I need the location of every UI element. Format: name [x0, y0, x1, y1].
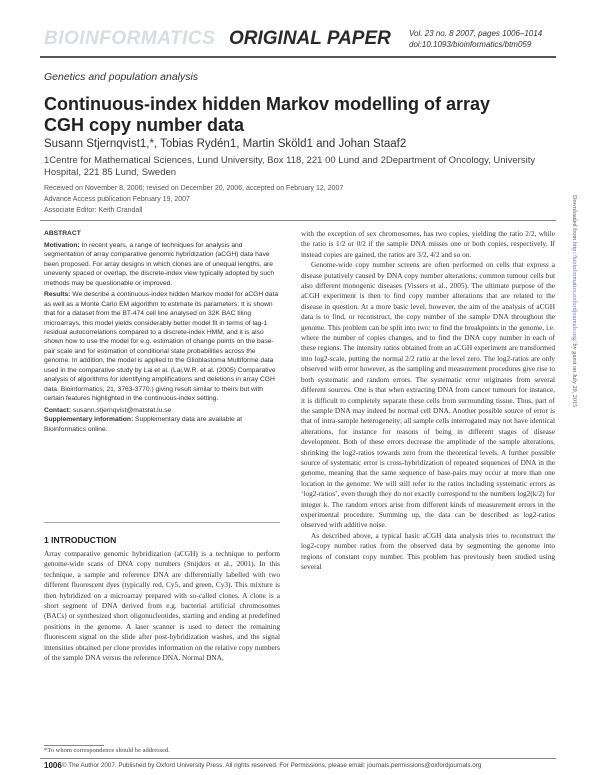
abstract-contact	[44, 406, 280, 415]
contact-label: Contact:	[44, 406, 72, 414]
supplementary-text: Supplementary data are available at Bioinformatics online.	[44, 416, 243, 433]
affiliations: 1Centre for Mathematical Sciences, Lund University, Box 118, 221 00 Lund and 2Department of Oncology, University Hospital, 221 85 Lund, Sweden	[44, 155, 536, 178]
download-suffix: by guest on July 29, 2015	[571, 342, 578, 408]
abstract-heading: ABSTRACT	[44, 230, 81, 237]
paper-title: Continuous-index hidden Markov modelling of array CGH copy number data	[44, 94, 491, 135]
contact-email[interactable]: susann.stjernqvist@matstat.lu.se	[72, 406, 172, 414]
introduction-text	[44, 549, 280, 663]
motivation-text: In recent years, a range of techniques for analysis and segmentation of array comparative genomic hybridization (aCGH) data have been proposed. For array designs in which clones are of unequal lengths, are unevenly spaced or overlap, the discrete-index view typically adopted by such methods may be questionable or improved.	[44, 241, 275, 287]
volume-pages: Vol. 23 no. 8 2007, pages 1006–1014	[409, 29, 543, 38]
doi: doi:10.1093/bioinformatics/btm059	[409, 40, 532, 49]
results-text: We describe a continuous-index hidden Markov model for aCGH data as well as a Monte Carlo EM algorithm to estimate its parameters. It is shown that for a dataset from the BT-474 cell line analysed on 32K BAC tiling microarrays, this model yields considerably better model fit in terms of lag-1 residual autocorrelations compared to a discrete-index HMM, and it is also shown how to use the model for e.g. estimation of change points on the base-pair scale and for estimation of conditional state probabilities across the genome. In addition, the model is applied to the Glioblastoma Multiforme data used in the comparative study by Lai et al. (Lai,W.R. et al. (2005) Comparative analysis of algorithms for identifying amplifications and deletions in array CGH data. Bioinformatics, 21, 3763-3770.) giving result similar to theirs but with certain features highlighted in the continuous-index setting.	[44, 291, 279, 402]
page-number: 1006	[44, 761, 62, 770]
journal-url-link[interactable]: http://bioinformatics.oxfordjournals.org/	[571, 241, 578, 342]
download-watermark	[571, 195, 578, 407]
advance-access: Advance Access publication February 19, 2007	[44, 196, 190, 203]
received-dates: Received on November 8, 2006; revised on December 20, 2006; accepted on February 12, 2007	[44, 185, 344, 192]
right-column-text	[301, 229, 555, 572]
supplementary-label: Supplementary information:	[44, 416, 134, 424]
header-rule	[40, 56, 556, 58]
associate-editor: Associate Editor: Keith Crandall	[44, 207, 143, 214]
subject-category: Genetics and population analysis	[44, 71, 199, 83]
volume-info	[409, 28, 542, 50]
abstract-rule	[44, 522, 280, 523]
abstract	[44, 229, 280, 437]
download-prefix: Downloaded from	[571, 195, 578, 242]
author-list: Susann Stjernqvist1,*, Tobias Rydén1, Martin Sköld1 and Johan Staaf2	[44, 138, 407, 150]
section-rule	[40, 220, 556, 221]
abstract-supplementary	[44, 415, 280, 434]
paragraph-analysis: As described above, a typical basic aCGH data analysis tries to reconstruct the log2-copy number ratios from the observed data by segmenting the genome into regions of constant copy number. This problem has previously been studied using several	[301, 530, 555, 571]
abstract-motivation	[44, 241, 280, 288]
publication-history	[44, 183, 544, 216]
copyright-notice: © The Author 2007. Published by Oxford University Press. All rights reserved. For Permissions, please email: journals.permissions@oxfordjournals.org	[62, 762, 482, 769]
correspondence-footnote: *To whom correspondence should be addressed.	[44, 747, 170, 754]
abstract-results	[44, 290, 280, 403]
footer-rule	[40, 758, 556, 759]
motivation-label: Motivation:	[44, 241, 80, 249]
footnote-rule	[44, 745, 104, 746]
introduction-paragraph: Array comparative genomic hybridization (aCGH) is a technique to perform genome-wide scans of DNA copy numbers (Snijders et al., 2001). In this technique, a sample and reference DNA are differentially labelled with two different fluorescent dyes (typically red, Cy5, and green, Cy3). This mixture is then hybridized on a microarray prepared with so-called clones. A clone is a short segment of DNA derived from e.g. bacterial artificial chromosomes (BACs) or synthesized short oligonucleotides, starting and ending at predefined positions in the genome. A laser scanner is used to detect the remaining fluorescent signal on the slide after post-hybridization washes, and the signal intensities obtained per clone provides information on the relative copy numbers of the sample DNA versus the reference DNA. Normal DNA,	[44, 549, 280, 663]
journal-name: BIOINFORMATICS	[44, 28, 216, 49]
paragraph-ratios: with the exception of sex chromosomes, has two copies, yielding the ratio 2/2, while the ratio is 1/2 or 0/2 if the sample DNA misses one or both copies, respectively. If instead copies are gained, the ratios are 3/2, 4/2 and so on.	[301, 229, 555, 259]
paper-type: ORIGINAL PAPER	[229, 28, 391, 49]
results-label: Results:	[44, 291, 71, 299]
paragraph-genome-screens: Genome-wide copy number screens are often performed on cells that express a disease putatively caused by DNA copy number alterations; common tumour cells but also different monogenic diseases (Vissers et al., 2005). The ultimate purpose of the aCGH experiment is then to find copy number alterations that are related to the disease in question. At a more basic level, however, the aim of the analysis of aCGH data is to find, or reconstruct, the copy number of the sample DNA throughout the genome. This problem can be split into two: to find the breakpoints in the genome, i.e. where the number of copies changes, and to find the DNA copy number in each of these regions. The intensity ratios obtained from an aCGH experiment are transformed into log2-scale, putting the normal 2/2 ratio at the level zero. The log2-ratios are only observed with error however, as the sampling and measurement procedures give rise to both systematic and random errors. The systematic error originates from several different sources. One is that when extracting DNA from cancer tumours for instance, it is difficult to completely separate these cells from surrounding tissue. Thus, part of the sample DNA may indeed be normal cell DNA. Another possible source of error is that of intra-sample heterogeneity; all sample cells interrogated may not have identical alterations, for instance for reasons of being in different stages of disease development. Both of these errors decrease the amplitude of the sample alterations, shrinking the log2-ratios towards zero from the theoretical levels. A further possible source of systematic error is cross-hybridization of repeated sequences of DNA in the genome, meaning that the same sequence of base-pairs may occur at more than one location in the genome. We will still refer to the ratios including systematic errors as ‘log2-ratios’, even though they do not exactly correspond to the numbers log2(k/2) for integer k. The random errors arise from different kinds of measurement errors in the experimental procedure. Summing up, the data can be described as log2-ratios observed with additive noise.	[301, 260, 556, 530]
introduction-heading: 1 INTRODUCTION	[44, 535, 117, 545]
